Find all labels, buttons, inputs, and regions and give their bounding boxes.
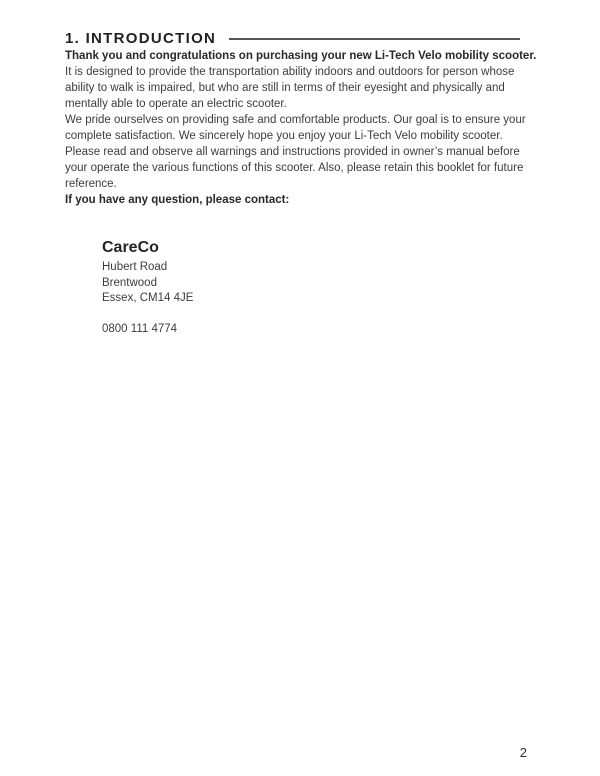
contact-prompt: If you have any question, please contact: <box>65 194 290 206</box>
section-heading: 1. INTRODUCTION <box>65 30 217 47</box>
contact-block <box>102 238 540 337</box>
heading-divider <box>229 38 520 40</box>
contact-address-line: Essex, CM14 4JE <box>102 292 194 304</box>
contact-phone-number: 0800 111 4774 <box>102 322 178 335</box>
intro-thankyou-paragraph: Thank you and congratulations on purchasing your new Li-Tech Velo mobility scooter. <box>65 50 537 62</box>
page-content <box>65 30 540 337</box>
page-number: 2 <box>519 745 527 760</box>
contact-company-name: CareCo <box>102 239 159 256</box>
section-heading-row <box>65 30 540 48</box>
contact-address-line: Brentwood <box>102 276 157 289</box>
pride-paragraph: We pride ourselves on providing safe and comfortable products. Our goal is to ensure your complete satisfaction. We sincerely hope you enjoy your Li-Tech Velo mobility scooter. <box>65 114 526 142</box>
design-purpose-paragraph: It is designed to provide the transportation ability indoors and outdoors for person whose ability to walk is impaired, but who are still in terms of their eyesight and physically and mentally able to operate an electric scooter. <box>65 66 515 110</box>
warnings-paragraph: Please read and observe all warnings and instructions provided in owner’s manual before your operate the various functions of this scooter. Also, please retain this booklet for future reference. <box>65 146 524 190</box>
contact-address-line: Hubert Road <box>102 261 168 273</box>
